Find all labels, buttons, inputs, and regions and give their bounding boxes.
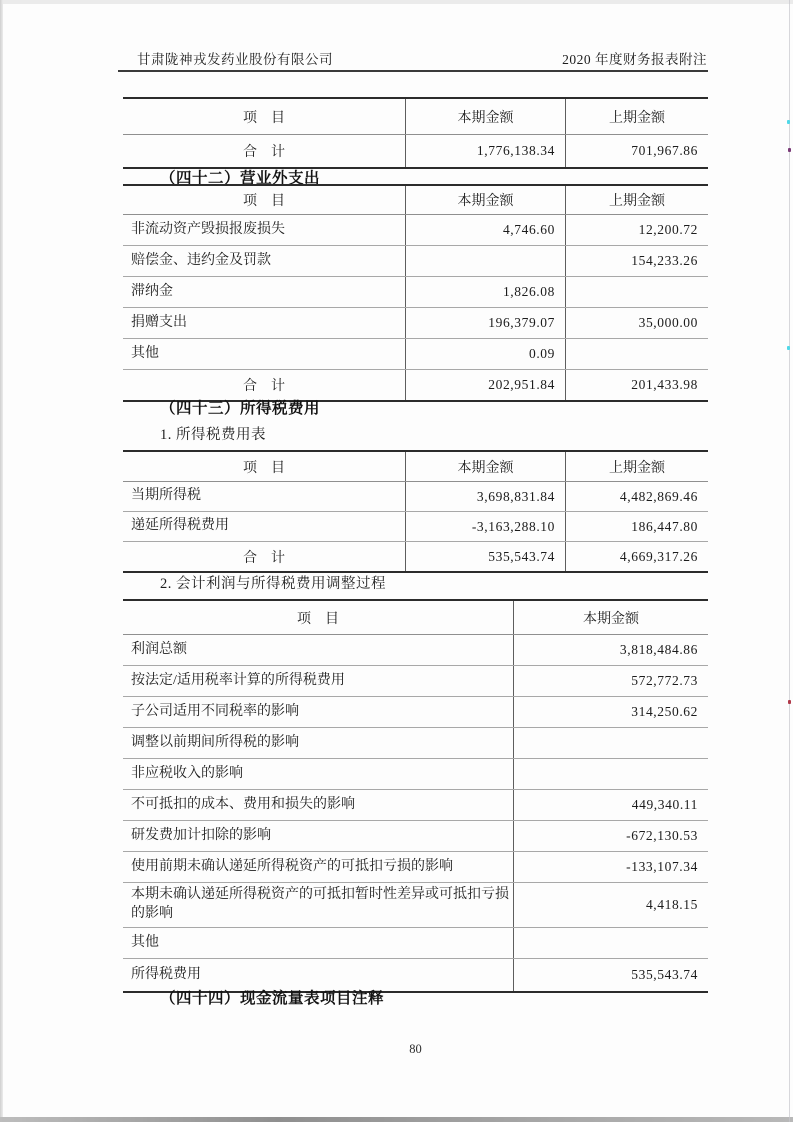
cell-current-amount <box>513 759 708 789</box>
report-title: 2020 年度财务报表附注 <box>562 52 707 67</box>
cell-prior-amount <box>565 339 708 369</box>
cell-prior-amount: 4,669,317.26 <box>565 542 708 571</box>
cell-current-amount: 1,776,138.34 <box>405 135 565 167</box>
cell-prior-amount: 12,200.72 <box>565 215 708 245</box>
table-continued-total <box>123 97 708 169</box>
cell-item: 当期所得税 <box>131 488 201 504</box>
column-header-prior: 上期金额 <box>565 186 708 214</box>
cell-prior-amount: 186,447.80 <box>565 512 708 541</box>
cell-current-amount: 3,818,484.86 <box>513 635 708 665</box>
subsection-heading-43-1: 1. 所得税费用表 <box>160 427 266 443</box>
cell-current-amount: 4,418.15 <box>513 883 708 927</box>
table-row-total <box>123 541 708 571</box>
table-row <box>123 481 708 511</box>
cell-current-amount: -133,107.34 <box>513 852 708 882</box>
column-header-current: 本期金额 <box>405 99 565 134</box>
cell-item: 捐赠支出 <box>131 314 187 330</box>
subsection-heading-43-2: 2. 会计利润与所得税费用调整过程 <box>160 576 386 592</box>
cell-current-amount: 202,951.84 <box>405 370 565 400</box>
table-nonoperating-expenses <box>123 184 708 402</box>
scan-speck <box>788 148 791 152</box>
cell-current-amount: 196,379.07 <box>405 308 565 338</box>
table-row <box>123 338 708 369</box>
cell-current-amount: 314,250.62 <box>513 697 708 727</box>
cell-current-amount: 1,826.08 <box>405 277 565 307</box>
table-row <box>123 820 708 851</box>
table-row <box>123 634 708 665</box>
table-row <box>123 276 708 307</box>
cell-item: 所得税费用 <box>131 966 201 982</box>
cell-item: 赔偿金、违约金及罚款 <box>131 252 271 268</box>
cell-item: 使用前期未确认递延所得税资产的可抵扣亏损的影响 <box>131 858 453 874</box>
cell-item: 非应税收入的影响 <box>131 765 243 781</box>
scan-edge-right <box>789 0 790 1122</box>
cell-item: 本期未确认递延所得税资产的可抵扣暂时性差异或可抵扣亏损的影响 <box>131 887 509 921</box>
cell-prior-amount: 35,000.00 <box>565 308 708 338</box>
cell-current-amount: 4,746.60 <box>405 215 565 245</box>
scan-edge-left <box>0 0 3 1122</box>
cell-current-amount: 3,698,831.84 <box>405 482 565 511</box>
scan-speck <box>787 346 790 350</box>
section-heading-42: （四十二）营业外支出 <box>160 170 321 187</box>
page-number: 80 <box>409 1042 422 1056</box>
table-income-tax-expense <box>123 450 708 573</box>
table-row <box>123 307 708 338</box>
cell-prior-amount <box>565 277 708 307</box>
cell-current-amount <box>513 928 708 958</box>
scan-edge-bottom <box>0 1117 793 1122</box>
cell-current-amount: 535,543.74 <box>513 959 708 991</box>
table-row <box>123 727 708 758</box>
scan-edge-top <box>0 0 793 4</box>
section-heading-44: （四十四）现金流量表项目注释 <box>160 990 385 1007</box>
column-header-current: 本期金额 <box>405 452 565 481</box>
cell-current-amount <box>513 728 708 758</box>
cell-item: 不可抵扣的成本、费用和损失的影响 <box>131 796 355 812</box>
table-header-row <box>123 452 708 481</box>
cell-item: 合 计 <box>243 379 285 394</box>
table-row <box>123 214 708 245</box>
table-header-row <box>123 99 708 134</box>
table-row <box>123 758 708 789</box>
table-row <box>123 696 708 727</box>
cell-item: 按法定/适用税率计算的所得税费用 <box>131 672 345 688</box>
cell-item: 合 计 <box>243 145 285 160</box>
cell-current-amount: 572,772.73 <box>513 666 708 696</box>
table-row <box>123 511 708 541</box>
table-header-row <box>123 601 708 634</box>
cell-item: 滞纳金 <box>131 283 173 299</box>
cell-prior-amount: 4,482,869.46 <box>565 482 708 511</box>
cell-prior-amount: 154,233.26 <box>565 246 708 276</box>
cell-current-amount: 449,340.11 <box>513 790 708 820</box>
scan-speck <box>788 700 791 704</box>
column-header-item: 项 目 <box>243 194 285 209</box>
column-header-item: 项 目 <box>297 611 339 627</box>
table-row <box>123 927 708 958</box>
table-tax-reconciliation <box>123 599 708 993</box>
table-row <box>123 882 708 927</box>
cell-prior-amount: 201,433.98 <box>565 370 708 400</box>
table-row <box>123 665 708 696</box>
cell-item: 其他 <box>131 934 159 950</box>
table-row-total <box>123 134 708 167</box>
cell-item: 其他 <box>131 345 159 361</box>
cell-current-amount: 535,543.74 <box>405 542 565 571</box>
cell-item: 递延所得税费用 <box>131 518 229 534</box>
table-row <box>123 245 708 276</box>
cell-item: 子公司适用不同税率的影响 <box>131 703 299 719</box>
column-header-current: 本期金额 <box>513 601 708 634</box>
cell-item: 利润总额 <box>131 641 187 657</box>
column-header-current: 本期金额 <box>405 186 565 214</box>
column-header-prior: 上期金额 <box>565 452 708 481</box>
cell-current-amount <box>405 246 565 276</box>
cell-item: 调整以前期间所得税的影响 <box>131 734 299 750</box>
table-row <box>123 789 708 820</box>
table-header-row <box>123 186 708 214</box>
cell-current-amount: -672,130.53 <box>513 821 708 851</box>
column-header-prior: 上期金额 <box>565 99 708 134</box>
cell-item: 合 计 <box>243 550 285 566</box>
scan-speck <box>787 120 790 124</box>
cell-prior-amount: 701,967.86 <box>565 135 708 167</box>
cell-current-amount: 0.09 <box>405 339 565 369</box>
column-header-item: 项 目 <box>243 460 285 476</box>
cell-current-amount: -3,163,288.10 <box>405 512 565 541</box>
header-rule <box>118 70 708 72</box>
column-header-item: 项 目 <box>243 110 285 126</box>
cell-item: 非流动资产毁损报废损失 <box>131 221 285 237</box>
company-name: 甘肃陇神戎发药业股份有限公司 <box>137 52 333 67</box>
section-heading-43: （四十三）所得税费用 <box>160 400 321 417</box>
table-row <box>123 851 708 882</box>
cell-item: 研发费加计扣除的影响 <box>131 827 271 843</box>
